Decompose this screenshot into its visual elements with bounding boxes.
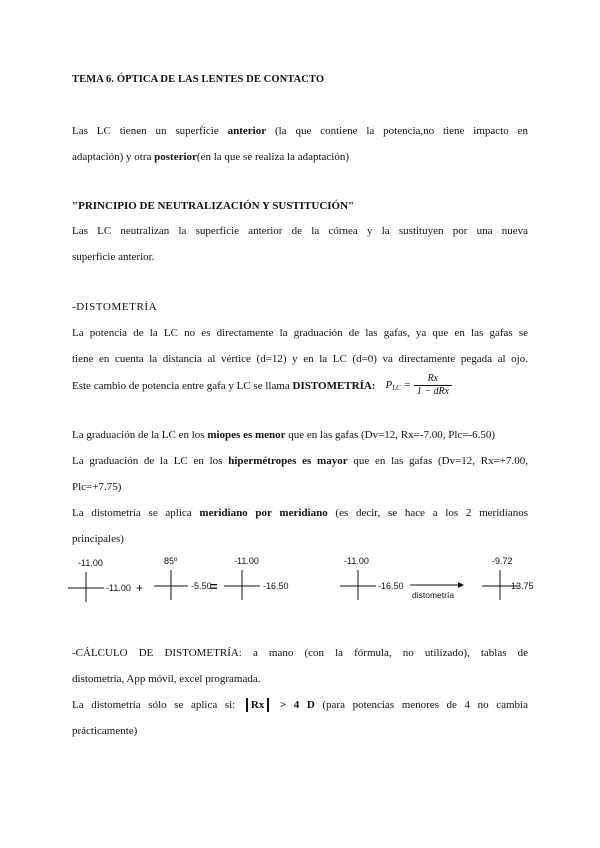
- calculo-text: (para potencias menores de 4 no cambia: [314, 699, 528, 711]
- distometria-paragraph: [72, 320, 528, 401]
- graduacion-paragraph: [72, 422, 528, 552]
- calculo-line-1: -CÁLCULO DE DISTOMETRÍA: a mano (con la fórmula, no utilizado), tablas de: [72, 647, 528, 659]
- calculo-line-4: prácticamente): [72, 725, 138, 737]
- cross-3-right-value: -16.50: [263, 581, 289, 591]
- meridiano-text: La distometría se aplica: [72, 507, 200, 519]
- calculo-text: La distometría sólo se aplica si:: [72, 699, 243, 711]
- abs-bar-right: [267, 698, 269, 712]
- intro-text: Las LC tienen un superficie: [72, 125, 228, 137]
- intro-text: (la que contiene la potencia,no tiene impacto en: [266, 125, 528, 137]
- meridiano-bold: meridiano por meridiano: [199, 507, 328, 519]
- hiper-text: La graduación de la LC en los: [72, 455, 229, 467]
- cross-3-top-value: -11.00: [234, 556, 259, 566]
- distometria-formula: [385, 372, 452, 401]
- cross-5-right-value: -13.75: [508, 581, 534, 591]
- calculo-paragraph: [72, 640, 528, 744]
- power-cross-lines: [60, 556, 540, 612]
- cross-4-right-value: -16.50: [378, 581, 404, 591]
- formula-denominator: 1 − dRx: [416, 385, 449, 397]
- principio-paragraph: [72, 218, 528, 270]
- power-cross-diagram: [60, 556, 540, 612]
- hiper-text: que en las gafas (Dv=12, Rx=+7.00,: [347, 455, 529, 467]
- intro-text: (en la que se realiza la adaptación): [196, 151, 349, 163]
- intro-anterior-bold: anterior: [227, 125, 267, 137]
- cross-1-top-value: -11.00: [78, 558, 103, 568]
- page-title: TEMA 6. ÓPTICA DE LAS LENTES DE CONTACTO: [72, 74, 325, 85]
- intro-line-1: [72, 118, 528, 144]
- formula-numerator: Rx: [414, 373, 452, 386]
- intro-posterior-bold: posterior: [154, 151, 197, 163]
- calculo-rx-bold: Rx: [250, 699, 265, 711]
- principio-line-1: Las LC neutralizan la superficie anterior de la córnea y la sustituyen por una nueva: [72, 225, 528, 237]
- plus-sign: +: [136, 581, 144, 595]
- meridiano-text: (es decir, se hace a los 2 meridianos: [327, 507, 528, 519]
- hiper-line-2: Plc=+7.75): [72, 481, 122, 493]
- hiper-line-1: [72, 448, 528, 474]
- formula-p: P: [385, 379, 393, 391]
- formula-fraction: [414, 373, 452, 398]
- distometria-text: Este cambio de potencia entre gafa y LC se llama: [72, 380, 293, 393]
- distometria-line-3: [72, 372, 528, 401]
- distometria-bold: DISTOMETRÍA:: [292, 380, 376, 393]
- calculo-line-2: distometría, App móvil, excel programada.: [72, 673, 261, 685]
- distometria-line-2: tiene en cuenta la distancia al vértice (d=12) y en la LC (d=0) va directamente pegada al ojo.: [72, 353, 528, 365]
- miopes-text: La graduación de la LC en los: [72, 429, 208, 441]
- principio-line-2: superficie anterior.: [72, 251, 155, 263]
- equals-sign: =: [210, 579, 218, 594]
- distometria-arrow-label: distometría: [412, 590, 455, 600]
- cross-5-top-value: -9.72: [492, 556, 513, 566]
- distometria-line-1: La potencia de la LC no es directamente la graduación de las gafas, ya que en las gafas se: [72, 327, 528, 339]
- intro-line-2: [72, 144, 528, 170]
- cross-2-top-value: 85º: [164, 556, 178, 566]
- principio-heading: "PRINCIPIO DE NEUTRALIZACIÓN Y SUSTITUCIÓN": [72, 200, 355, 212]
- intro-paragraph: [72, 118, 528, 170]
- meridiano-line-1: [72, 500, 528, 526]
- meridiano-line-2: principales): [72, 533, 124, 545]
- cross-2-right-value: -5.50: [191, 581, 212, 591]
- miopes-bold: miopes es menor: [207, 429, 286, 441]
- formula-equals: =: [400, 379, 414, 391]
- cross-1-right-value: -11.00: [106, 583, 131, 593]
- distometria-arrowhead: [458, 582, 464, 588]
- miopes-text: que en las gafas (Dv=12, Rx=-7.00, Plc=-6.50): [285, 429, 496, 441]
- distometria-heading: -DISTOMETRÍA: [72, 301, 158, 313]
- miopes-line: [72, 422, 528, 448]
- calculo-line-3: [72, 692, 528, 718]
- hiper-bold: hipermétropes es mayor: [228, 455, 348, 467]
- cross-4-top-value: -11.00: [344, 556, 369, 566]
- abs-bar-left: [246, 698, 248, 712]
- formula-sub: LC: [392, 384, 401, 392]
- intro-text: adaptación) y otra: [72, 151, 155, 163]
- calculo-threshold-bold: > 4 D: [272, 699, 315, 711]
